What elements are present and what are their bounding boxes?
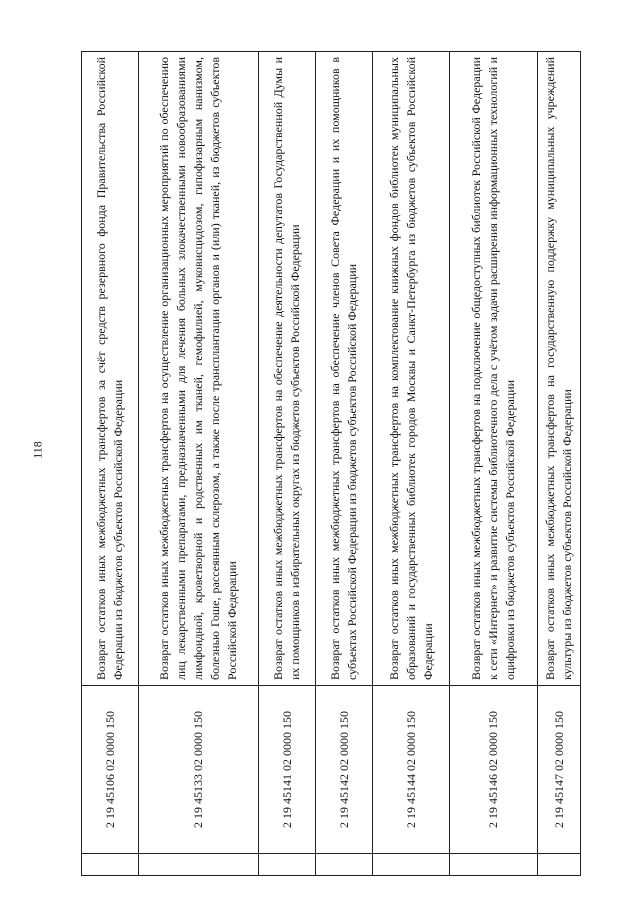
table-row xyxy=(259,52,316,876)
page-number: 118 xyxy=(30,441,45,459)
table-row xyxy=(316,52,373,876)
description-cell: Возврат остатков иных межбюджетных трансфертов на обеспечение членов Совета Федерации и их помощников в субъектах Российской Федерации из бюджетов субъектов Российской Федерации xyxy=(316,52,373,686)
blank-cell xyxy=(139,854,259,876)
blank-cell xyxy=(538,854,581,876)
budget-code-cell: 2 19 45106 02 0000 150 xyxy=(82,686,139,854)
blank-cell xyxy=(450,854,538,876)
blank-cell xyxy=(373,854,450,876)
blank-cell xyxy=(316,854,373,876)
description-cell: Возврат остатков иных межбюджетных трансфертов на обеспечение деятельности депутатов Государственной Думы и их помощников в избирательных округах из бюджетов субъектов Российской Федерации xyxy=(259,52,316,686)
budget-code-cell: 2 19 45141 02 0000 150 xyxy=(259,686,316,854)
budget-code-cell: 2 19 45146 02 0000 150 xyxy=(450,686,538,854)
description-cell: Возврат остатков иных межбюджетных трансфертов на государственную поддержку муниципальных учреждений культуры из бюджетов субъектов Российской Федерации xyxy=(538,52,581,686)
description-cell: Возврат остатков иных межбюджетных трансфертов за счёт средств резервного фонда Правительства Российской Федерации из бюджетов субъектов Российской Федерации xyxy=(82,52,139,686)
blank-cell xyxy=(82,854,139,876)
table-row xyxy=(139,52,259,876)
budget-codes-table xyxy=(81,51,581,876)
budget-code-cell: 2 19 45133 02 0000 150 xyxy=(139,686,259,854)
rotated-page-content xyxy=(81,52,580,876)
description-cell: Возврат остатков иных межбюджетных трансфертов на осуществление организационных мероприятий по обеспечению лиц лекарственными препаратами, предназначенными для лечения больных злокачественными новообразованиями лимфоидной, кроветворной и родственных им тканей, гемофилией, муковисцидозом, гипофизарным нанизмом, болезнью Гоше, рассеянным склерозом, а также после трансплантации органов и (или) тканей, из бюджетов субъектов Российской Федерации xyxy=(139,52,259,686)
budget-code-cell: 2 19 45144 02 0000 150 xyxy=(373,686,450,854)
description-cell: Возврат остатков иных межбюджетных трансфертов на комплектование книжных фондов библиотек муниципальных образований и государственных библиотек городов Москвы и Санкт-Петербурга из бюджетов субъектов Российской Федерации xyxy=(373,52,450,686)
blank-cell xyxy=(259,854,316,876)
table-row xyxy=(538,52,581,876)
budget-code-cell: 2 19 45142 02 0000 150 xyxy=(316,686,373,854)
budget-code-cell: 2 19 45147 02 0000 150 xyxy=(538,686,581,854)
description-cell: Возврат остатков иных межбюджетных трансфертов на подключение общедоступных библиотек Российской Федерации к сети «Интернет» и развитие системы библиотечного дела с учётом задачи расширения информационных технологий и оцифровки из бюджетов субъектов Российской Федерации xyxy=(450,52,538,686)
table-row xyxy=(450,52,538,876)
table-row xyxy=(373,52,450,876)
table-row xyxy=(82,52,139,876)
